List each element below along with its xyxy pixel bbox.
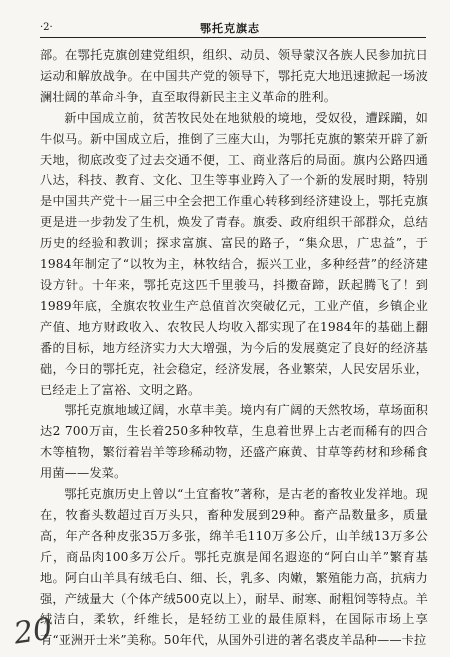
page-header — [40, 18, 420, 38]
paragraph: 鄂托克旗历史上曾以“土宜畜牧”著称，是古老的畜牧业发祥地。现在，牧畜头数超过百万头只，畜种发展到29种。畜产品数量多，质量高，年产各种皮张35万多张，绵羊毛110万多公斤，山羊绒13万多公斤，商品肉100多万公斤。鄂托克旗是闻名遐迩的“阿白山羊”繁育基地。阿白山羊具有绒毛白、细、长，乳多、肉嫩，繁殖能力高，抗病力强，产绒量大（个体产绒500克以上），耐旱、耐寒、耐粗饲等特点。羊绒洁白，柔软，纤维长，是轻纺工业的最佳原料，在国际市场上享有“亚洲开士米”美称。50年代，从国外引进的著名裘皮羊品种——卡拉 — [40, 487, 428, 648]
header-rule — [40, 37, 426, 38]
page-number: ·2· — [40, 22, 53, 33]
body-text — [40, 45, 428, 651]
paragraph: 新中国成立前，贫苦牧民处在地狱般的境地，受奴役，遭踩躏，如牛似马。新中国成立后，推倒了三座大山，为鄂托克旗的繁荣开辟了新天地，彻底改变了过去交通不便，工、商业落后的局面。旗内公路四通八达，科技、教育、文化、卫生等事业跨入了一个新的发展时期，特别是中国共产党十一届三中全会把工作重心转移到经济建设上，鄂托克旗更是进一步勃发了生机，焕发了青春。旗委、政府组织干部群众，总结历史的经验和教训；探求富旗、富民的路子，“集众思，广忠益”，于1984年制定了“以牧为主，林牧结合，振兴工业，多种经营”的经济建设方针。十年来，鄂托克这匹千里骏马，抖擞奋蹄，跃起腾飞了！到1989年底，全旗农牧业生产总值首次突破亿元，工业产值，乡镇企业产值、地方财政收入、农牧民人均收入都实现了在1984年的基础上翻番的目标，地方经济实力大大增强，为今后的发展奠定了良好的经济基础，今日的鄂托克，社会稳定，经济发展，各业繁荣，人民安居乐业，已经走上了富裕、文明之路。 — [40, 110, 428, 397]
running-head: 鄂托克旗志 — [200, 22, 260, 35]
handwritten-page-mark: 20 — [11, 611, 55, 652]
paragraph: 部。在鄂托克旗创建党组织，组织、动员、领导蒙汉各族人民参加抗日运动和解放战争。在中国共产党的领导下，鄂托克大地迅速掀起一场波澜壮阔的革命斗争，直至取得新民主主义革命的胜利。 — [40, 48, 428, 104]
paragraph: 鄂托克旗地域辽阔，水草丰美。境内有广阔的天然牧场，草场面积达2 700万亩，生长着250多种牧草，生息着世界上古老而稀有的四合木等植物，繁衍着岩羊等珍稀动物，还盛产麻黄、甘草等药材和珍稀食用菌——发菜。 — [40, 403, 428, 481]
